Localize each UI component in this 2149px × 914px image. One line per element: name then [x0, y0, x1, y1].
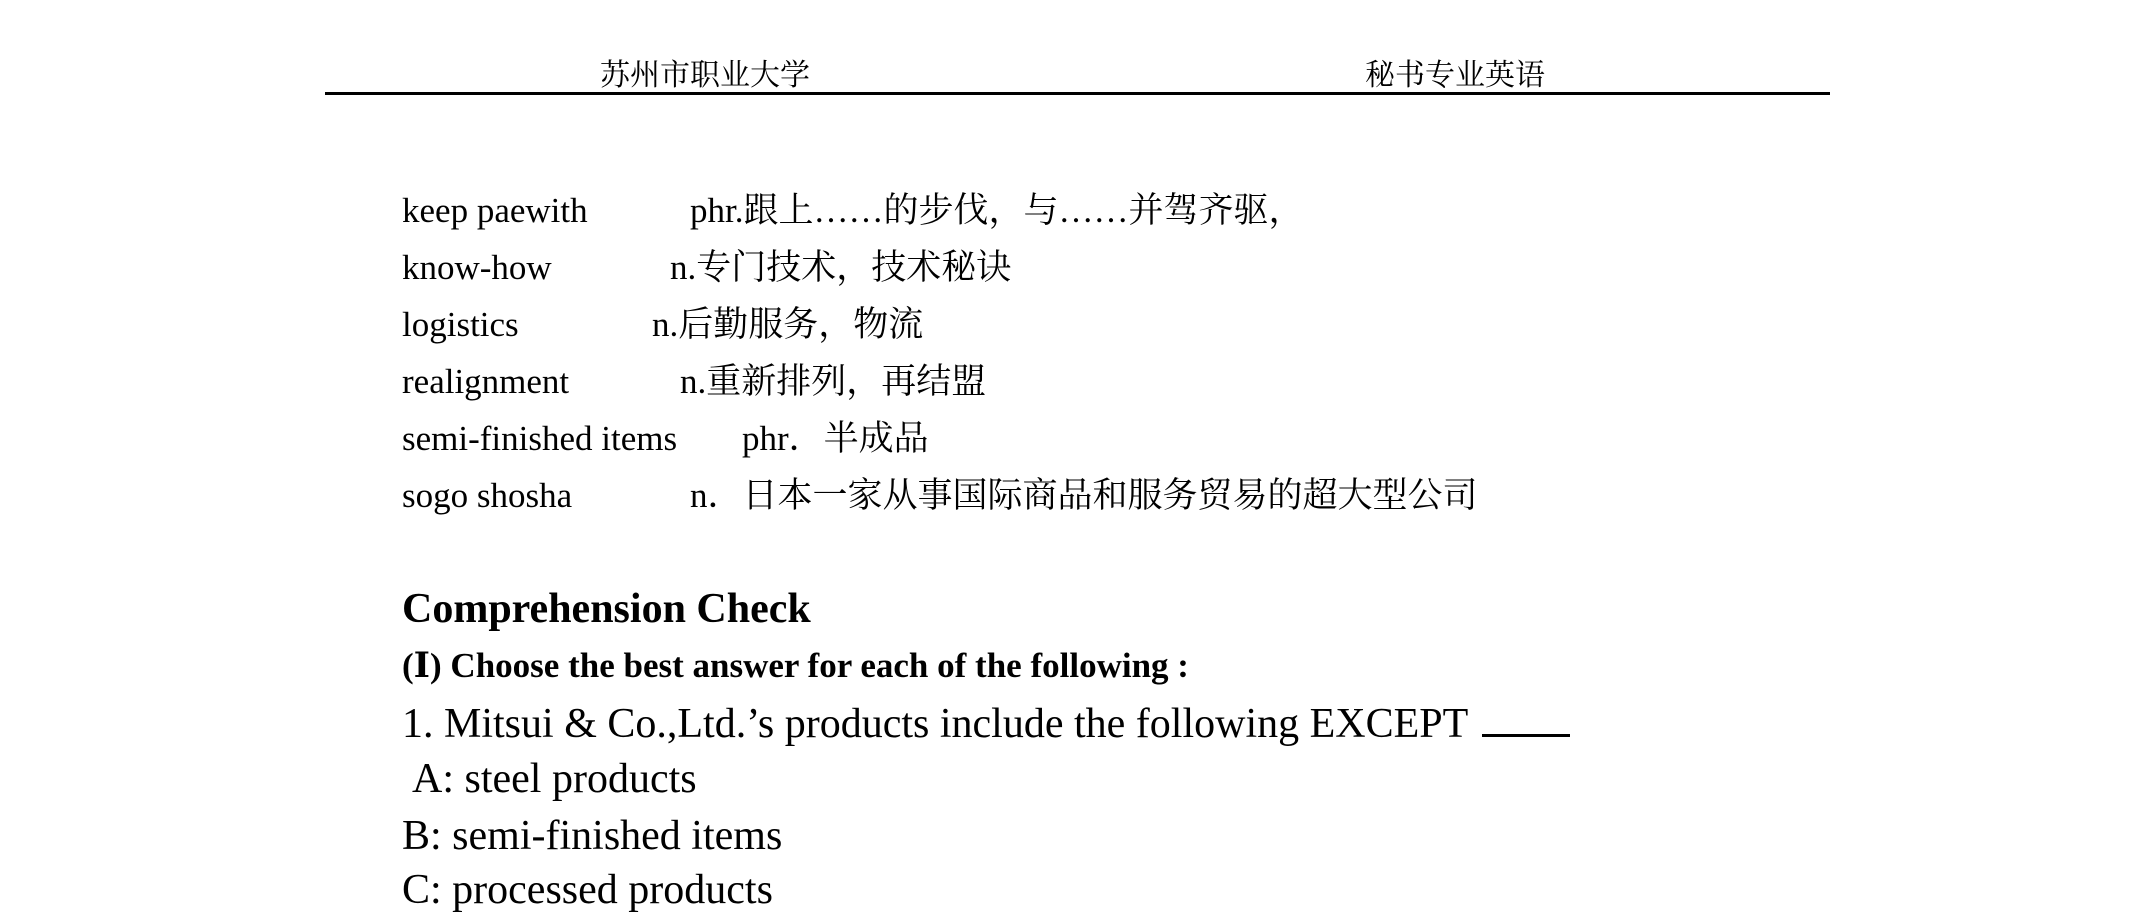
- option-a: A: steel products: [412, 756, 697, 802]
- section-instruction: (Ⅰ) Choose the best answer for each of the following :: [402, 646, 1189, 685]
- header-school-name: 苏州市职业大学: [600, 59, 810, 92]
- question-text: 1. Mitsui & Co.,Ltd.’s products include the following EXCEPT: [402, 701, 1469, 747]
- vocab-definition: n．日本一家从事国际商品和服务贸易的超大型公司: [690, 476, 1478, 515]
- vocab-term: semi-finished items: [402, 419, 678, 458]
- answer-blank: [1482, 700, 1570, 737]
- vocab-term: keep paewith: [402, 191, 588, 230]
- vocab-definition: phr．半成品: [742, 419, 929, 458]
- vocab-definition: phr.跟上……的步伐，与……并驾齐驱，: [690, 191, 1304, 230]
- vocab-term: logistics: [402, 305, 519, 344]
- page-header: [325, 40, 1830, 95]
- vocab-definition: n.专门技术，技术秘诀: [670, 248, 1012, 287]
- option-b: B: semi-finished items: [402, 813, 783, 859]
- header-course-name: 秘书专业英语: [1365, 59, 1545, 92]
- section-title: Comprehension Check: [402, 586, 811, 632]
- vocab-definition: n.重新排列，再结盟: [680, 362, 987, 401]
- vocab-term: sogo shosha: [402, 476, 573, 515]
- vocab-term: know-how: [402, 248, 552, 287]
- vocab-definition: n.后勤服务，物流: [652, 305, 924, 344]
- option-c: C: processed products: [402, 867, 773, 913]
- vocab-term: realignment: [402, 362, 570, 401]
- question-1: [402, 700, 1570, 748]
